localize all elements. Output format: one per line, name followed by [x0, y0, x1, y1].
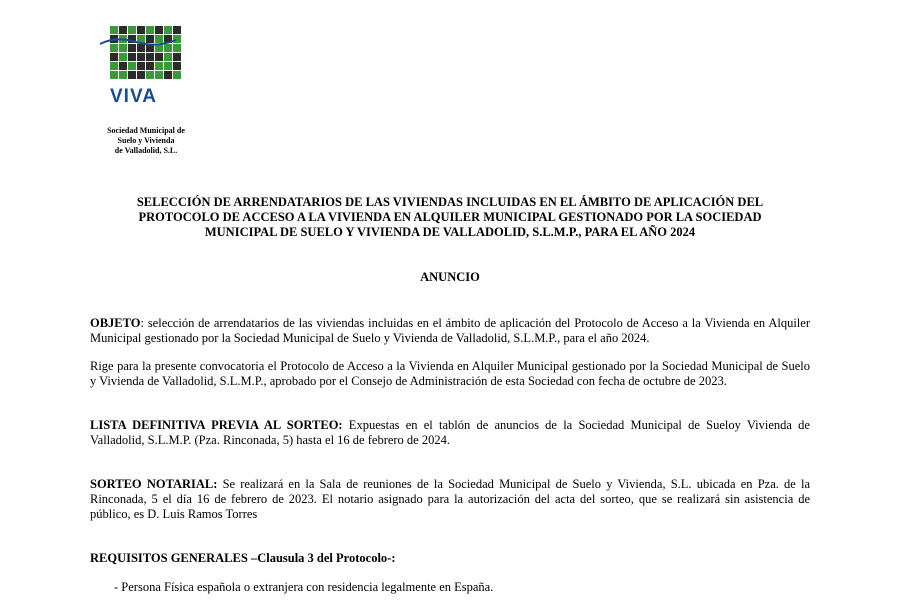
logo-subtitle — [106, 126, 186, 156]
title-line: MUNICIPAL DE SUELO Y VIVIENDA DE VALLADOLID, S.L.M.P., PARA EL AÑO 2024 — [204, 225, 696, 239]
logo-square — [146, 62, 154, 70]
logo-subtitle-line: Suelo y Vivienda — [117, 136, 175, 145]
logo-square — [173, 62, 181, 70]
announcement-heading: ANUNCIO — [420, 270, 480, 284]
logo-name: VIVA — [110, 86, 157, 107]
logo-square — [119, 26, 127, 34]
logo-square — [128, 26, 136, 34]
logo-square — [173, 71, 181, 79]
logo-square — [137, 71, 145, 79]
logo-square — [128, 44, 136, 52]
logo-square — [119, 44, 127, 52]
logo-square — [155, 62, 163, 70]
viva-logo-mark — [96, 22, 192, 82]
logo-subtitle-line: Sociedad Municipal de — [107, 126, 185, 135]
rige-paragraph: Rige para la presente convocatoria el Protocolo de Acceso a la Vivienda en Alquiler Municipal gestionado por la Sociedad Municipal de Suelo y Vivienda de Valladolid, S.L.M.P., aprobado por el Consejo de Administración de esta Sociedad con fecha de octubre de 2023. — [90, 359, 810, 388]
list-item: - Persona Física española o extranjera con residencia legalmente en España. — [114, 580, 494, 594]
logo-square — [110, 44, 118, 52]
logo-square — [119, 71, 127, 79]
logo-square — [164, 71, 172, 79]
lista-paragraph — [90, 418, 810, 448]
sorteo-paragraph — [90, 477, 810, 522]
lista-label: LISTA DEFINITIVA PREVIA AL SORTEO: — [90, 418, 343, 432]
logo-square — [119, 53, 127, 61]
logo-square — [155, 26, 163, 34]
logo-square — [173, 44, 181, 52]
logo-square — [137, 62, 145, 70]
logo-square — [173, 26, 181, 34]
logo-square — [137, 26, 145, 34]
lista-text: Expuestas en el tablón de anuncios de la Sociedad Municipal de Sueloy Vivienda de Valladolid, S.L.M.P. (Pza. Rinconada, 5) hasta el 16 de febrero de 2024. — [90, 418, 810, 447]
logo-square — [137, 53, 145, 61]
logo-square — [146, 53, 154, 61]
logo-square — [137, 44, 145, 52]
logo-square — [164, 44, 172, 52]
logo-square — [164, 62, 172, 70]
logo-square — [146, 71, 154, 79]
logo-square — [155, 35, 163, 43]
logo-square — [146, 26, 154, 34]
logo-square — [128, 62, 136, 70]
document-title — [90, 195, 810, 240]
logo-square — [146, 35, 154, 43]
requisitos-list — [114, 580, 493, 595]
logo-square — [128, 71, 136, 79]
logo-square — [110, 71, 118, 79]
objeto-paragraph — [90, 316, 810, 346]
objeto-label: OBJETO — [90, 316, 141, 330]
sorteo-text: Se realizará en la Sala de reuniones de la Sociedad Municipal de Suelo y Vivienda, S.L. ubicada en Pza. de la Rinconada, 5 el día 16 de febrero de 2023. El notario asignado para la autorización del acta del sorteo, que se realizará sin asistencia de público, es D. Luis Ramos Torres — [90, 477, 811, 521]
logo-square — [173, 53, 181, 61]
logo-square — [119, 62, 127, 70]
requisitos-heading — [90, 551, 810, 566]
logo-square — [128, 53, 136, 61]
logo-square — [155, 71, 163, 79]
logo-square — [155, 53, 163, 61]
sorteo-label: SORTEO NOTARIAL: — [90, 477, 218, 491]
logo-square — [110, 62, 118, 70]
objeto-text: : selección de arrendatarios de las viviendas incluidas en el ámbito de aplicación del Protocolo de Acceso a la Vivienda en Alquiler Municipal gestionado por la Sociedad Municipal de Suelo y Vivienda de Valladolid, S.L.M.P., para el año 2024. — [90, 316, 810, 345]
title-line: SELECCIÓN DE ARRENDATARIOS DE LAS VIVIENDAS INCLUIDAS EN EL ÁMBITO DE APLICACIÓN DEL — [136, 195, 764, 209]
logo-square — [173, 35, 181, 43]
logo-subtitle-line: de Valladolid, S.L. — [114, 146, 178, 155]
logo-square — [164, 26, 172, 34]
logo-square — [110, 53, 118, 61]
title-line: PROTOCOLO DE ACCESO A LA VIVIENDA EN ALQUILER MUNICIPAL GESTIONADO POR LA SOCIEDAD — [138, 210, 762, 224]
logo-square — [164, 53, 172, 61]
logo-square — [110, 26, 118, 34]
requisitos-label: REQUISITOS GENERALES –Clausula 3 del Protocolo-: — [90, 551, 396, 565]
